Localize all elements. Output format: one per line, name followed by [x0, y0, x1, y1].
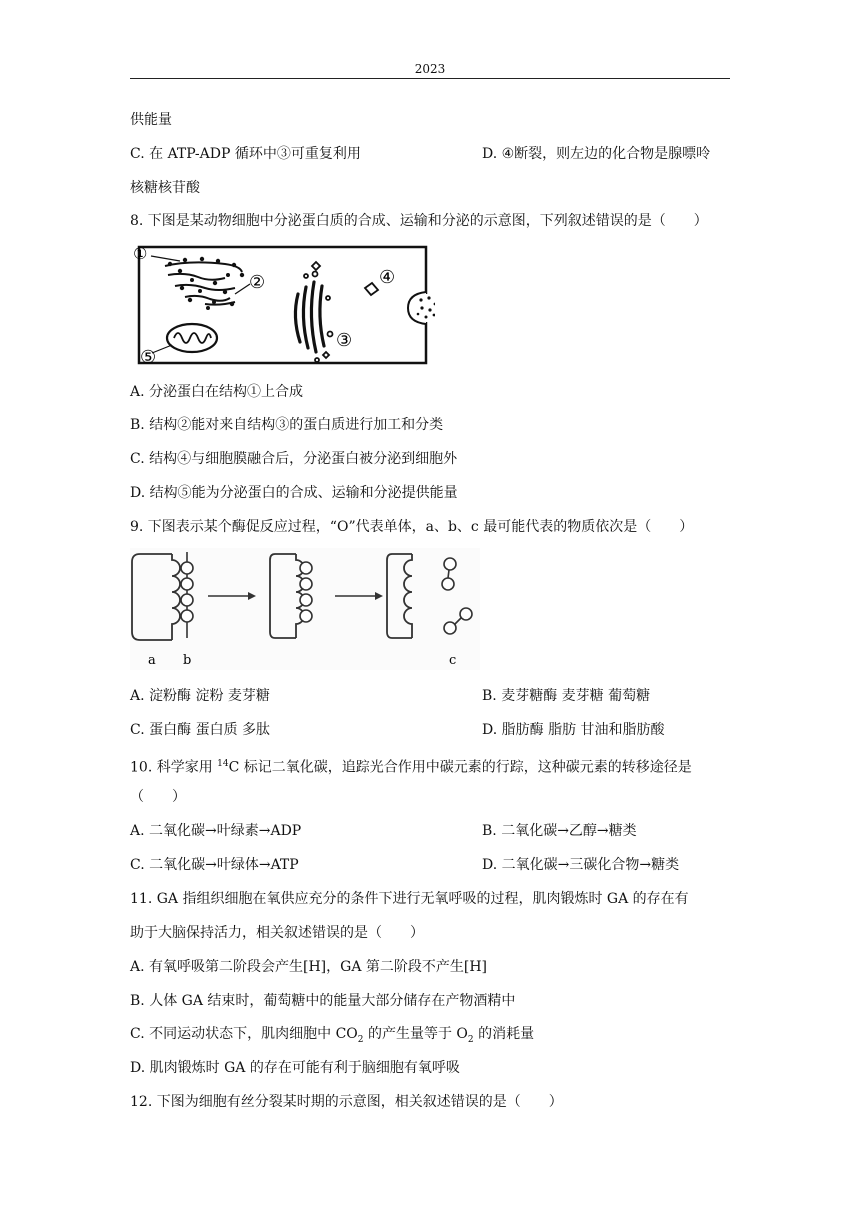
text-line: 核糖核苷酸: [130, 180, 200, 196]
figure-8-cell-diagram: [130, 242, 435, 370]
q11-option-a: A. 有氧呼吸第二阶段会产生[H]，GA 第二阶段不产生[H]: [130, 959, 488, 975]
label-circle-2: ②: [249, 272, 266, 293]
q11-option-b: B. 人体 GA 结束时，葡萄糖中的能量大部分储存在产物酒精中: [130, 993, 516, 1009]
label-a: a: [148, 653, 156, 668]
q10-text-post: C 标记二氧化碳，追踪光合作用中碳元素的行踪，这种碳元素的转移途径是: [228, 759, 692, 776]
q10-answer-paren: （ ）: [130, 789, 186, 805]
figure-9-enzyme-diagram: [130, 548, 480, 670]
question-10: [130, 754, 692, 778]
label-c: c: [449, 653, 457, 668]
q11c-sub: 2: [467, 1034, 474, 1045]
q10-option-a: A. 二氧化碳→叶绿素→ADP: [130, 823, 302, 839]
q10-text-pre: 10. 科学家用: [130, 759, 218, 776]
label-circle-4: ④: [379, 267, 396, 288]
q11c-sub: 2: [357, 1034, 364, 1045]
q11c-part: 的产生量等于 O: [363, 1026, 468, 1042]
q10-option-c: C. 二氧化碳→叶绿体→ATP: [130, 857, 299, 873]
q8-option-a: A. 分泌蛋白在结构①上合成: [130, 384, 304, 400]
label-circle-3: ③: [336, 330, 353, 351]
page-header-year: 2023: [414, 62, 446, 76]
q10-isotope-mass: 14: [217, 759, 229, 769]
q10-option-b: B. 二氧化碳→乙醇→糖类: [482, 823, 637, 839]
q11c-part: C. 不同运动状态下，肌肉细胞中 CO: [130, 1026, 358, 1042]
q8-option-d: D. 结构⑤能为分泌蛋白的合成、运输和分泌提供能量: [130, 485, 458, 501]
q8-option-b: B. 结构②能对来自结构③的蛋白质进行加工和分类: [130, 417, 444, 433]
q9-option-c: C. 蛋白酶 蛋白质 多肽: [130, 722, 271, 738]
label-b: b: [183, 653, 192, 668]
header-rule: [130, 78, 730, 79]
q9-option-b: B. 麦芽糖酶 麦芽糖 葡萄糖: [482, 688, 651, 704]
question-11: 11. GA 指组织细胞在氧供应充分的条件下进行无氧呼吸的过程，肌肉锻炼时 GA 的存在有: [130, 891, 689, 907]
option-d: D. ④断裂，则左边的化合物是腺嘌呤: [482, 146, 711, 162]
q11-option-d: D. 肌肉锻炼时 GA 的存在可能有利于脑细胞有氧呼吸: [130, 1060, 460, 1076]
text-line: 供能量: [130, 112, 172, 128]
q9-option-a: A. 淀粉酶 淀粉 麦芽糖: [130, 688, 270, 704]
q11-option-c: [130, 1024, 534, 1050]
q8-option-c: C. 结构④与细胞膜融合后，分泌蛋白被分泌到细胞外: [130, 451, 458, 467]
question-11-cont: 助于大脑保持活力，相关叙述错误的是（ ）: [130, 925, 424, 941]
label-circle-1: ①: [133, 244, 148, 263]
question-12: 12. 下图为细胞有丝分裂某时期的示意图，相关叙述错误的是（ ）: [130, 1094, 563, 1110]
label-circle-5: ⑤: [140, 347, 157, 368]
question-8: 8. 下图是某动物细胞中分泌蛋白质的合成、运输和分泌的示意图，下列叙述错误的是（ ）: [130, 213, 708, 229]
q10-option-d: D. 二氧化碳→三碳化合物→糖类: [482, 857, 680, 873]
question-9: 9. 下图表示某个酶促反应过程，“O”代表单体，a、b、c 最可能代表的物质依次是（ ）: [130, 519, 694, 535]
option-c: C. 在 ATP-ADP 循环中③可重复利用: [130, 146, 361, 162]
q9-option-d: D. 脂肪酶 脂肪 甘油和脂肪酸: [482, 722, 665, 738]
q11c-part: 的消耗量: [473, 1026, 535, 1042]
